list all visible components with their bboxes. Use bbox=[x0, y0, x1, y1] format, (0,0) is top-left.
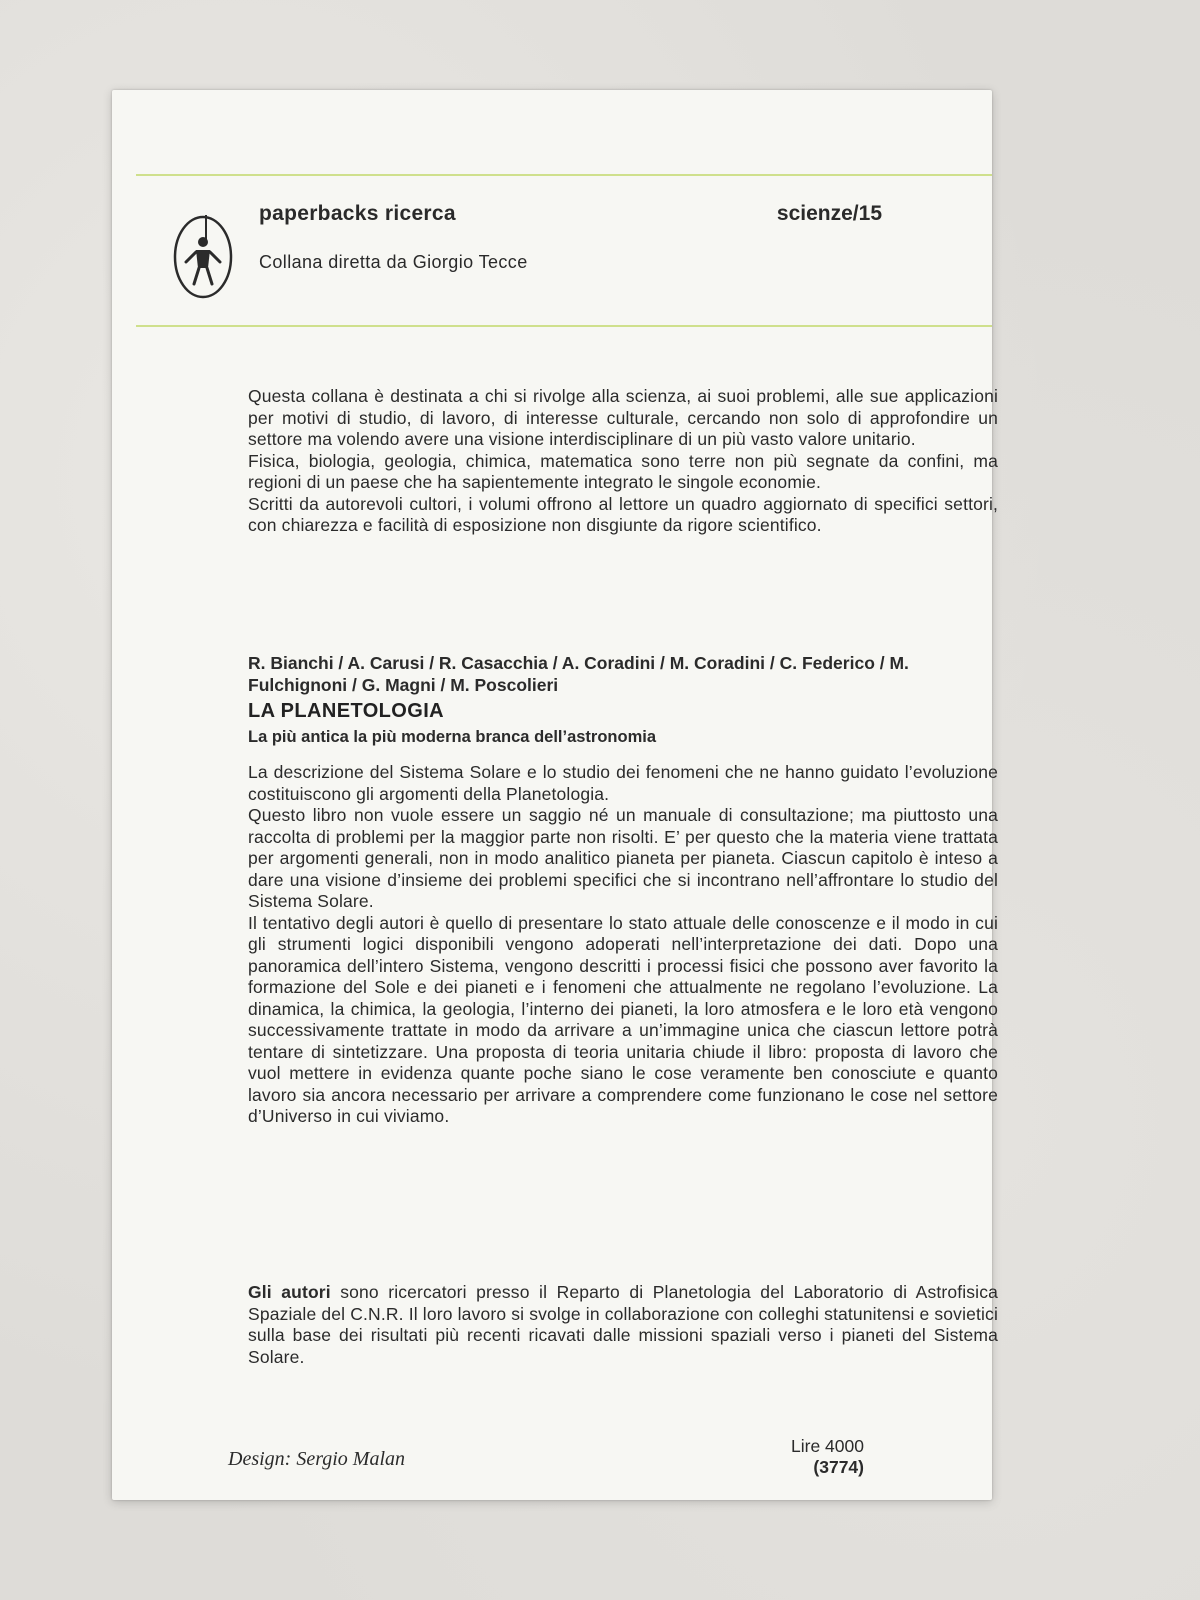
book-authors: R. Bianchi / A. Carusi / R. Casacchia / A. Coradini / M. Coradini / C. Federico / M. Fulchignoni / G. Magni / M. Poscolieri bbox=[248, 653, 909, 695]
design-credit: Design: Sergio Malan bbox=[228, 1448, 406, 1470]
description-paragraph: Questo libro non vuole essere un saggio né un manuale di consultazione; ma piuttosto una raccolta di problemi per la maggior parte non risolti. E’ per questo che la materia viene trattata per argomenti generali, non in modo analitico pianeta per pianeta. Ciascun capitolo è inteso a dare una visione d’insieme dei problemi specifici che si incontrano nell’affrontare lo studio del Sistema Solare. bbox=[248, 805, 998, 911]
price-label: Lire 4000 bbox=[791, 1436, 864, 1456]
about-authors-lead: Gli autori bbox=[248, 1282, 331, 1302]
description-paragraph: La descrizione del Sistema Solare e lo studio dei fenomeni che ne hanno guidato l’evoluzione costituiscono gli argomenti della Planetologia. bbox=[248, 762, 998, 804]
catalog-code: (3774) bbox=[813, 1457, 864, 1477]
book-description bbox=[248, 762, 998, 1128]
intro-paragraph: Scritti da autorevoli cultori, i volumi offrono al lettore un quadro aggiornato di specifici settori, con chiarezza e facilità di esposizione non disgiunte da rigore scientifico. bbox=[248, 493, 998, 535]
intro-paragraph: Questa collana è destinata a chi si rivolge alla scienza, ai suoi problemi, alle sue applicazioni per motivi di studio, di lavoro, di interesse culturale, cercando non solo di approfondire un settore ma volendo avere una visione interdisciplinare di un più vasto valore unitario. bbox=[248, 386, 998, 449]
description-paragraph: Il tentativo degli autori è quello di presentare lo stato attuale delle conoscenze e il modo in cui gli strumenti logici disponibili vengono adoperati nell’interpretazione dei dati. Dopo una panoramica dell’intero Sistema, vengono descritti i processi fisici che possono aver favorito la formazione del Sole e dei pianeti e i fenomeni che attualmente ne regolano l’evoluzione. La dinamica, la chimica, la geologia, l’interno dei pianeti, la loro atmosfera e le loro età vengono successivamente trattate in modo da arrivare a un’immagine unica che ciascun lettore potrà tentare di sintetizzare. Una proposta di teoria unitaria chiude il libro: proposta di lavoro che vuol mettere in evidenza quante poche siano le cose veramente ben conosciute e quanto lavoro sia ancora necessario per arrivare a comprendere come funzionano le cose nel settore d’Universo in cui viviamo. bbox=[248, 912, 998, 1126]
header-top-rule bbox=[136, 174, 992, 176]
figure-in-oval-logo-icon bbox=[172, 210, 234, 300]
series-intro bbox=[248, 386, 998, 537]
price-block bbox=[791, 1436, 864, 1478]
series-number: scienze/15 bbox=[776, 202, 882, 225]
series-editor: Collana diretta da Giorgio Tecce bbox=[259, 252, 528, 272]
book-back-cover bbox=[112, 90, 998, 1500]
intro-paragraph: Fisica, biologia, geologia, chimica, matematica sono terre non più segnate da confini, ma regioni di un paese che ha sapientemente integrato le singole economie. bbox=[248, 450, 998, 492]
series-title: paperbacks ricerca bbox=[259, 202, 456, 225]
about-authors-text: sono ricercatori presso il Reparto di Planetologia del Laboratorio di Astrofisica Spaziale del C.N.R. Il loro lavoro si svolge in collaborazione con colleghi statunitensi e sovietici sulla base dei risultati più recenti ricavati dalle missioni spaziali verso i pianeti del Sistema Solare. bbox=[248, 1282, 998, 1367]
header-bottom-rule bbox=[136, 325, 992, 327]
book-title: LA PLANETOLOGIA bbox=[248, 700, 444, 722]
book-subtitle: La più antica la più moderna branca dell’astronomia bbox=[248, 728, 657, 746]
about-authors bbox=[248, 1282, 998, 1368]
